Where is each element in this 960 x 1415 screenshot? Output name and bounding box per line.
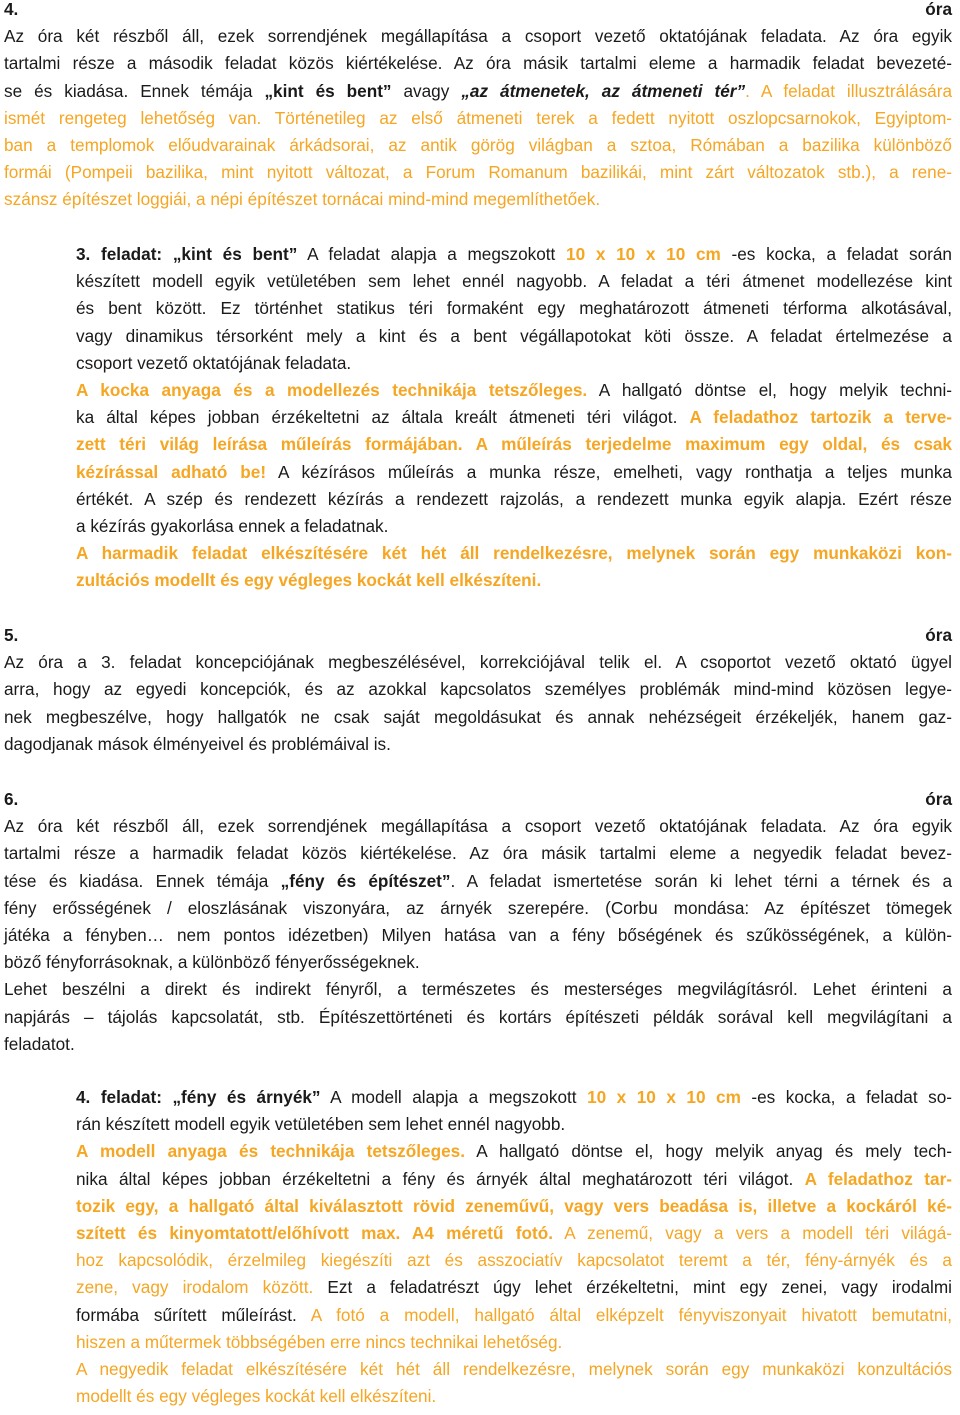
paragraph-line: vagy dinamikus térsorként mely a kint és a bent végállapotokat köti össze. A feladat értelmezése a [76, 325, 952, 346]
paragraph-line: szánsz építészet loggiái, a népi építészet tornácai mind-mind megemlíthetőek. [4, 189, 601, 210]
text-run: tése és kiadása. Ennek témája [4, 870, 281, 891]
paragraph-line [76, 1166, 952, 1193]
theme-title: „kint és bent” [264, 80, 392, 101]
paragraph-line [76, 1138, 952, 1165]
text-run: avagy [391, 80, 462, 101]
text-run: se és kiadása. Ennek témája [4, 80, 265, 101]
paragraph-line [76, 1302, 952, 1329]
text-run: -es kocka, a feladat során [720, 244, 952, 264]
section-5 [4, 622, 952, 758]
text-run: . A feladat ismertetése során ki lehet térni a térnek és a [450, 870, 953, 891]
paragraph-line: zett téri világ leírása műleírás formájában. A műleírás terjedelme maximum egy oldal, és csak [76, 434, 952, 455]
paragraph-line: értékét. A szép és rendezett kézírás a rendezett rajzolás, a rendezett munka egyik alapja. Ezért része [76, 488, 952, 509]
paragraph-line [76, 404, 952, 431]
text-run: -es kocka, a feladat so- [740, 1087, 952, 1107]
cube-size: 10 x 10 x 10 cm [566, 244, 721, 264]
section-heading: 6. óra [4, 789, 952, 809]
paragraph-line: fény erősségének / eloszlásának viszonyára, az árnyék szerepére. (Corbu mondása: Az építészet tömegek [4, 897, 952, 918]
section-heading: 4. óra [4, 0, 952, 19]
paragraph-line: tozik egy, a hallgató által kiválasztott rövid zeneművű, vagy vers beadása is, illetve a kockáról ké- [76, 1195, 952, 1216]
paragraph-line: arra, hogy az egyedi koncepciók, és az azokkal kapcsolatos személyes problémák mind-mind közösen legye- [4, 679, 952, 700]
highlight-text: Történetileg az első átmeneti terek a fedett nyitott oszlopcsarnokok, Egyiptom- [274, 107, 953, 128]
task-3 [76, 241, 952, 594]
paragraph-line: dagodjanak mások élményeivel és problémáival is. [4, 733, 391, 754]
paragraph-line [76, 459, 952, 486]
text-run: formába sűrített műleírást. [76, 1304, 297, 1325]
paragraph-line: tartalmi része a harmadik feladat közös kiértékelése. Az óra másik tartalmi eleme a negyedik feladat bevez- [4, 843, 952, 864]
paragraph-line: böző fényforrásoknak, a különböző fényerősségeknek. [4, 952, 420, 973]
task-title: 3. feladat: „kint és bent” [76, 244, 298, 264]
paragraph-line: tartalmi része a második feladat közös kiértékelése. Az óra másik tartalmi eleme a harmadik feladat bevezeté- [4, 53, 952, 74]
highlight-text: zene, vagy irodalom között. [76, 1277, 314, 1298]
paragraph-line [4, 868, 952, 895]
cube-size: 10 x 10 x 10 cm [587, 1087, 741, 1107]
paragraph-line [4, 105, 952, 132]
text-run: A modell alapja a megszokott [320, 1087, 588, 1107]
highlight-text: A zenemű, vagy a vers a modell téri világá- [552, 1222, 952, 1243]
highlight-text: ismét rengeteg lehetőség van. [4, 107, 275, 128]
paragraph-line: napjárás – tájolás kapcsolatát, stb. Építészettörténeti és kortárs építészeti példák sorával kell megvilágítani a [4, 1006, 952, 1027]
highlight-text: A kocka anyaga és a modellezés technikája tetszőleges. [76, 379, 588, 400]
text-run: nika által képes jobban érzékeltetni a fény és árnyék által meghatározott téri világot. [76, 1168, 805, 1189]
theme-subtitle: „az átmenetek, az átmeneti tér” [461, 80, 746, 101]
paragraph-line [4, 78, 952, 105]
paragraph-line: A harmadik feladat elkészítésére két hét áll rendelkezésre, melynek során egy munkaközi kon- [76, 543, 952, 564]
paragraph-line: modellt és egy végleges kockát kell elkészíteni. [76, 1386, 437, 1407]
paragraph-line: csoport vezető oktatójának feladata. [76, 352, 352, 373]
highlight-text: A fotó a modell, hallgató által elképzelt fényviszonyait hivatott bemutatni, [296, 1304, 952, 1325]
highlight-text: kézírással adható be! [76, 461, 267, 482]
paragraph-line: nek megbeszélve, hogy hallgatók ne csak saját megoldásukat és annak nehézségeit érzékeljék, hanem gaz- [4, 706, 952, 727]
paragraph-line: készített modell egyik vetületében sem lehet ennél nagyobb. A feladat a téri átmenet modellezése kint [76, 271, 952, 292]
paragraph-line: rán készített modell egyik vetületében sem lehet ennél nagyobb. [76, 1114, 566, 1135]
paragraph-line: formái (Pompeii bazilika, mint nyitott változat, a Forum Romanum bazilikái, mint zárt változatok stb.), a rene- [4, 162, 952, 183]
text-run: A hallgató döntse el, hogy melyik anyag és mely tech- [464, 1141, 952, 1162]
paragraph-line [76, 1084, 952, 1111]
highlight-text: . A feladat illusztrálására [745, 80, 953, 101]
text-run: A kézírásos műleírás a munka része, emelheti, vagy ronthatja a teljes munka [266, 461, 952, 482]
task-4 [76, 1084, 952, 1410]
paragraph-line: A negyedik feladat elkészítésére két hét áll rendelkezésre, melynek során egy munkaközi konzultációs [76, 1358, 952, 1379]
section-4 [4, 0, 952, 214]
paragraph-line [76, 241, 952, 268]
paragraph-line [76, 377, 952, 404]
text-run: Ezt a feladatrészt úgy lehet érzékeltetni, mint egy zenei, vagy irodalmi [313, 1277, 952, 1298]
highlight-text: A modell anyaga és technikája tetszőleges. [76, 1141, 465, 1162]
theme-title: „fény és építészet” [280, 870, 451, 891]
section-heading: 5. óra [4, 625, 952, 645]
paragraph-line: hiszen a műtermek többségében erre nincs technikai lehetőség. [76, 1331, 563, 1352]
text-run: ka által képes jobban érzékeltetni az általa kreált átmeneti téri világot. [76, 407, 690, 428]
paragraph-line: Az óra két részből áll, ezek sorrendjének megállapítása a csoport vezető oktatójának feladata. Az óra egyik [4, 816, 952, 837]
paragraph-line: és bent között. Ez történhet statikus téri formaként egy meghatározott átmeneti térforma alkotásával, [76, 298, 952, 319]
task-title: 4. feladat: „fény és árnyék” [76, 1087, 321, 1107]
highlight-text: A feladathoz tar- [804, 1168, 952, 1189]
paragraph-line: játéka a fényben… nem pontos idézetben) Milyen hatása van a fény bőségének és szűkösségének, a külön- [4, 924, 952, 945]
highlight-text: szített és kinyomtatott/előhívott max. A4 méretű fotó. [76, 1222, 553, 1243]
paragraph-line: a kézírás gyakorlása ennek a feladatnak. [76, 515, 389, 536]
paragraph-line: Az óra két részből áll, ezek sorrendjének megállapítása a csoport vezető oktatójának feladata. Az óra egyik [4, 26, 952, 47]
paragraph-line [76, 1274, 952, 1301]
highlight-text: A feladathoz tartozik a terve- [689, 407, 953, 428]
text-run: A hallgató döntse el, hogy melyik techni- [587, 379, 952, 400]
paragraph-line: Az óra a 3. feladat koncepciójának megbeszélésével, korrekciójával telik el. A csoportot vezető oktató ügyel [4, 652, 952, 673]
paragraph-line: hoz kapcsolódik, érzelmileg kiegészíti azt és asszociatív kapcsolatot teremt a tér, fény-árnyék és a [76, 1250, 952, 1271]
paragraph-line [76, 1220, 952, 1247]
paragraph-line: ban a templomok előudvarainak árkádsorai, az antik görög világban a sztoa, Rómában a bazilika különböző [4, 134, 952, 155]
paragraph-line: feladatot. [4, 1033, 75, 1054]
paragraph-line: Lehet beszélni a direkt és indirekt fényről, a természetes és mesterséges megvilágításról. Lehet érinteni a [4, 979, 952, 1000]
paragraph-line: zultációs modellt és egy végleges kockát kell elkészíteni. [76, 570, 542, 591]
section-6 [4, 786, 952, 1058]
text-run: A feladat alapja a megszokott [297, 244, 567, 264]
